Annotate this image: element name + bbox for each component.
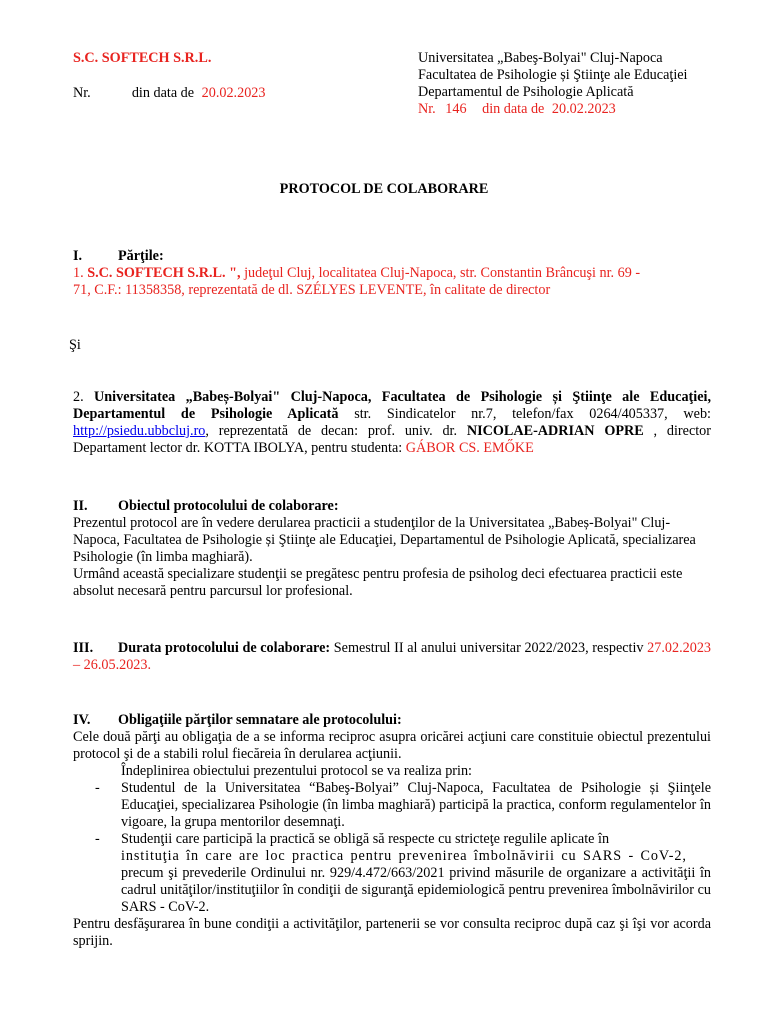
party-2-representative: , reprezentată de decan: prof. univ. dr. [205, 423, 458, 439]
section-2-heading [73, 498, 711, 515]
section-3-title: Durata protocolului de colaborare: [118, 640, 331, 656]
section-object [73, 498, 711, 600]
party-2-name: Universitatea „Babeș-Bolyai" Cluj-Napoca, Facultatea de Psihologie și Ştiinţe ale Educaţiei, Departamentul de Psihologie Aplicată [73, 389, 711, 422]
section-4-heading [73, 712, 711, 729]
section-2-paragraph-1: Prezentul protocol are în vedere derularea practicii a studenţilor de la Universitatea „Babeș-Bolyai" Cluj-Napoca, Facultatea de Psihologie și Ştiinţe ale Educaţiei, Departamentul de Psihologie Aplicată, specializarea Psihologie (în limba maghiară). [73, 515, 696, 565]
section-parties [73, 248, 711, 299]
student-name: GÁBOR CS. EMŐKE [405, 440, 534, 456]
section-1-heading [73, 248, 711, 265]
section-2-paragraph-2: Urmând această specializare studenţii se pregătesc pentru profesia de psiholog deci efectuarea practicii este absolut necesară pentru parcursul lor profesional. [73, 566, 683, 599]
left-date-label: din data de [131, 85, 195, 101]
party-2-web-label: web: [683, 406, 711, 422]
party-1-line-1 [73, 265, 711, 282]
party-1-number: 1. [73, 265, 84, 281]
section-3-text [73, 640, 711, 674]
section-obligations [73, 712, 711, 950]
obligation-2-rest: precum şi prevederile Ordinului nr. 929/4.472/663/2021 privind măsurile de organizare a activităţii în cadrul unităţilor/instituţiilor în condiţii de siguranţă epidemiologică pentru prevenirea îmbolnăvirilor cu SARS - CoV-2. [121, 865, 711, 915]
obligation-2-line-2: instituţia în care are loc practica pentru prevenirea îmbolnăvirii cu SARS - CoV-2, [121, 848, 687, 864]
section-2-title: Obiectul protocolului de colaborare: [118, 498, 339, 514]
dash-bullet: - [95, 780, 100, 796]
party-2-block [73, 389, 711, 457]
party-2-website-link[interactable]: http://psiedu.ubbcluj.ro [73, 423, 206, 439]
section-duration [73, 640, 711, 674]
left-nr-label: Nr. [73, 85, 91, 101]
section-3-dates: 27.02.2023 – 26.05.2023. [73, 640, 712, 673]
party-2-dean-name: NICOLAE-ADRIAN OPRE [466, 423, 644, 439]
party-2-address: str. Sindicatelor nr.7, telefon/fax 0264/405337, [338, 406, 668, 422]
section-3-number: III. [73, 640, 94, 656]
left-registration-line [73, 85, 265, 102]
university-header [418, 50, 688, 118]
right-registration-line [418, 101, 688, 118]
dash-bullet: - [95, 831, 100, 847]
university-name: Universitatea „Babeş-Bolyai" Cluj-Napoca [418, 50, 663, 66]
section-4-realize: Îndeplinirea obiectului prezentului protocol se va realiza prin: [121, 763, 473, 779]
section-4-closing: Pentru desfăşurarea în bune condiţii a activităţilor, partenerii se vor consulta reciproc după caz şi îşi vor acorda sprijin. [73, 916, 711, 949]
party-1-name: S.C. SOFTECH S.R.L. ", [87, 265, 241, 281]
party-1-address: judeţul Cluj, localitatea Cluj-Napoca, str. Constantin Brâncuşi nr. 69 - [240, 265, 641, 281]
document-title: PROTOCOL DE COLABORARE [279, 181, 489, 197]
company-name: S.C. SOFTECH S.R.L. [73, 50, 212, 66]
party-2-comma: , [643, 423, 658, 439]
faculty-name: Facultatea de Psihologie și Ştiinţe ale Educaţiei [418, 67, 688, 83]
section-1-title: Părţile: [118, 248, 164, 264]
obligation-item-2 [73, 831, 711, 916]
section-1-number: I. [73, 248, 83, 264]
right-date-value: 20.02.2023 [551, 101, 616, 117]
right-date-label: din data de [482, 101, 545, 117]
left-date-value: 20.02.2023 [201, 85, 266, 101]
conjunction-and: Şi [69, 337, 81, 353]
section-2-number: II. [73, 498, 88, 514]
party-1-line-2: 71, C.F.: 11358358, reprezentată de dl. SZÉLYES LEVENTE, în calitate de director [73, 282, 551, 298]
right-nr-label: Nr. [418, 101, 436, 117]
party-2-director: director Departament lector dr. KOTTA IBOLYA, pentru studenta: [73, 423, 712, 456]
section-4-title: Obligaţiile părţilor semnatare ale protocolului: [118, 712, 402, 728]
party-2-number: 2. [73, 389, 84, 405]
obligation-item-1 [73, 780, 711, 831]
obligation-1-text: Studentul de la Universitatea “Babeş-Bolyai” Cluj-Napoca, Facultatea de Psihologie și Şiinţele Educaţiei, specializarea Psihologie (în limba maghiară) participă la practica, conform regulamentelor în vigoare, la grupa mentorilor desemnaţi. [121, 780, 711, 830]
section-4-number: IV. [73, 712, 91, 728]
party-2-text [73, 389, 711, 457]
section-3-semester: Semestrul II al anului universitar 2022/2023, respectiv [330, 640, 644, 656]
obligation-2-line-1: Studenţii care participă la practică se obligă să respecte cu stricteţe regulile aplicate în [121, 831, 610, 847]
department-name: Departamentul de Psihologie Aplicată [418, 84, 634, 100]
right-nr-value: 146 [445, 101, 467, 117]
section-4-intro: Cele două părţi au obligaţia de a se informa reciproc asupra oricărei acţiuni care constituie obiectul prezentului protocol şi de a stabili rolul fiecăreia în derularea acţiunii. [73, 729, 711, 762]
